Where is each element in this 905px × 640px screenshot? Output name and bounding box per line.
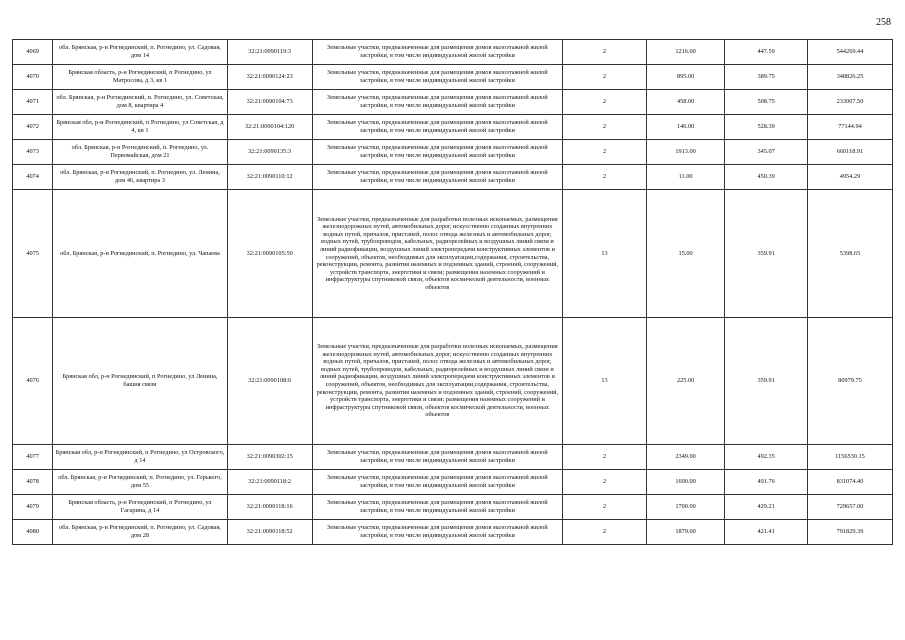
address-cell: Брянская область, р-н Рогнединский, п Рогнедино, ул Гагарина, д 14	[53, 495, 227, 520]
row-number: 4079	[13, 495, 53, 520]
land-use-cell: Земельные участки, предназначенные для размещения домов малоэтажной жилой застройки, в том числе индивидуальной жилой застройки	[312, 165, 562, 190]
cadastral-value-cell: 831074.40	[807, 470, 892, 495]
page-number: 258	[876, 17, 891, 28]
table-row	[13, 318, 893, 445]
land-use-cell: Земельные участки, предназначенные для разработки полезных ископаемых, размещения железнодорожных путей, автомобильных дорог, искусственно созданных внутренних водных путей, причалов, пристаней, полос отвода железных и автомобильных дорог, водных путей, трубопроводов, кабельных, радиорелейных и воздушных линий связи и линий радиофикации, воздушных линий электропередачи конструктивных элементов и сооружений, объектов, необходимых для эксплуатации,содержания, строительства, реконструкции, ремонта, развития наземных и подземных зданий, строений, сооружений, устройств транспорта, энергетики и связи; размещения наземных сооружений и инфраструктуры спутниковой связи, объектов космической деятельности, военных объектов	[312, 190, 562, 318]
area-cell: 11.00	[646, 165, 724, 190]
area-cell: 1913.00	[646, 140, 724, 165]
cadastral-number-cell: 32:21:0090118:2	[227, 470, 312, 495]
cadastral-value-cell: 5398.65	[807, 190, 892, 318]
table-row	[13, 40, 893, 65]
area-cell: 1216.00	[646, 40, 724, 65]
cadastral-number-cell: 32:21:0090302:15	[227, 445, 312, 470]
row-number: 4074	[13, 165, 53, 190]
land-use-cell: Земельные участки, предназначенные для размещения домов малоэтажной жилой застройки, в том числе индивидуальной жилой застройки	[312, 65, 562, 90]
cadastral-value-cell: 660118.91	[807, 140, 892, 165]
row-number: 4071	[13, 90, 53, 115]
area-cell: 895.00	[646, 65, 724, 90]
address-cell: Брянская обл, р-н Рогнединский, п Рогнедино, ул Ленина, башня связи	[53, 318, 227, 445]
table-row	[13, 470, 893, 495]
area-cell: 1700.00	[646, 495, 724, 520]
cadastral-value-cell: 791829.39	[807, 520, 892, 545]
use-category-cell: 2	[563, 140, 647, 165]
use-category-cell: 2	[563, 90, 647, 115]
address-cell: Брянская обл, р-н Рогнединский, п Рогнедино, ул Советская, д 4, кв 1	[53, 115, 227, 140]
specific-value-cell: 421.41	[725, 520, 808, 545]
row-number: 4080	[13, 520, 53, 545]
area-cell: 1690.00	[646, 470, 724, 495]
table-row	[13, 165, 893, 190]
cadastral-value-cell: 80979.75	[807, 318, 892, 445]
land-use-cell: Земельные участки, предназначенные для размещения домов малоэтажной жилой застройки, в том числе индивидуальной жилой застройки	[312, 115, 562, 140]
area-cell: 15.00	[646, 190, 724, 318]
row-number: 4072	[13, 115, 53, 140]
cadastral-number-cell: 32:21:0090105:50	[227, 190, 312, 318]
use-category-cell: 2	[563, 495, 647, 520]
row-number: 4070	[13, 65, 53, 90]
area-cell: 146.00	[646, 115, 724, 140]
cadastral-value-cell: 1156530.15	[807, 445, 892, 470]
specific-value-cell: 508.75	[725, 90, 808, 115]
cadastral-value-cell: 233007.50	[807, 90, 892, 115]
specific-value-cell: 491.76	[725, 470, 808, 495]
table-row	[13, 90, 893, 115]
row-number: 4078	[13, 470, 53, 495]
use-category-cell: 2	[563, 40, 647, 65]
use-category-cell: 2	[563, 445, 647, 470]
specific-value-cell: 447.59	[725, 40, 808, 65]
specific-value-cell: 450.39	[725, 165, 808, 190]
table-row	[13, 445, 893, 470]
cadastral-number-cell: 32:21:0090124:23	[227, 65, 312, 90]
land-use-cell: Земельные участки, предназначенные для размещения домов малоэтажной жилой застройки, в том числе индивидуальной жилой застройки	[312, 40, 562, 65]
row-number: 4076	[13, 318, 53, 445]
cadastral-number-cell: 32:21:0090135:3	[227, 140, 312, 165]
land-use-cell: Земельные участки, предназначенные для разработки полезных ископаемых, размещения железнодорожных путей, автомобильных дорог, искусственно созданных внутренних водных путей, причалов, пристаней, полос отвода железных и автомобильных дорог, водных путей, трубопроводов, кабельных, радиорелейных и воздушных линий связи и линий радиофикации, воздушных линий электропередачи конструктивных элементов и сооружений, объектов, необходимых для эксплуатации,содержания, строительства, реконструкции, ремонта, развития наземных и подземных зданий, строений, сооружений, устройств транспорта, энергетики и связи; размещения наземных сооружений и инфраструктуры спутниковой связи, объектов космической деятельности, военных объектов	[312, 318, 562, 445]
address-cell: обл. Брянская, р-н Рогнединский, п. Рогнедино, ул. Садовая, дом 28	[53, 520, 227, 545]
use-category-cell: 2	[563, 65, 647, 90]
address-cell: Брянская обл, р-н Рогнединский, п Рогнедино, ул Островского, д 14	[53, 445, 227, 470]
specific-value-cell: 429.21	[725, 495, 808, 520]
use-category-cell: 2	[563, 165, 647, 190]
area-cell: 458.00	[646, 90, 724, 115]
cadastral-value-cell: 729657.00	[807, 495, 892, 520]
address-cell: обл. Брянская, р-н Рогнединский, п. Рогнедино, ул. Чапаева	[53, 190, 227, 318]
cadastral-number-cell: 32:21:0090118:16	[227, 495, 312, 520]
table-row	[13, 520, 893, 545]
area-cell: 1879.00	[646, 520, 724, 545]
use-category-cell: 2	[563, 470, 647, 495]
row-number: 4069	[13, 40, 53, 65]
cadastral-value-cell: 348826.25	[807, 65, 892, 90]
table-row	[13, 65, 893, 90]
use-category-cell: 2	[563, 520, 647, 545]
use-category-cell: 2	[563, 115, 647, 140]
address-cell: обл. Брянская, р-н Рогнединский, п. Рогнедино, ул. Садовая, дом 14	[53, 40, 227, 65]
cadastral-number-cell: 32:21:0090119:3	[227, 40, 312, 65]
land-registry-table	[12, 39, 893, 545]
specific-value-cell: 345.07	[725, 140, 808, 165]
use-category-cell: 13	[563, 318, 647, 445]
cadastral-number-cell: 32:21:0090104:120	[227, 115, 312, 140]
table-row	[13, 115, 893, 140]
specific-value-cell: 359.91	[725, 190, 808, 318]
cadastral-value-cell: 544269.44	[807, 40, 892, 65]
cadastral-number-cell: 32:21:0090110:12	[227, 165, 312, 190]
land-use-cell: Земельные участки, предназначенные для размещения домов малоэтажной жилой застройки, в том числе индивидуальной жилой застройки	[312, 90, 562, 115]
use-category-cell: 13	[563, 190, 647, 318]
row-number: 4073	[13, 140, 53, 165]
land-use-cell: Земельные участки, предназначенные для размещения домов малоэтажной жилой застройки, в том числе индивидуальной жилой застройки	[312, 520, 562, 545]
table-row	[13, 140, 893, 165]
specific-value-cell: 492.35	[725, 445, 808, 470]
address-cell: обл. Брянская, р-н Рогнединский, п. Рогнедино, ул. Ленина, дом 46, квартира 3	[53, 165, 227, 190]
table-row	[13, 190, 893, 318]
row-number: 4075	[13, 190, 53, 318]
address-cell: Брянская область, р-н Рогнединский, п Рогнедино, ул Матросова, д 3, кв 1	[53, 65, 227, 90]
cadastral-number-cell: 32:21:0090108:6	[227, 318, 312, 445]
area-cell: 2349.00	[646, 445, 724, 470]
specific-value-cell: 389.75	[725, 65, 808, 90]
land-use-cell: Земельные участки, предназначенные для размещения домов малоэтажной жилой застройки, в том числе индивидуальной жилой застройки	[312, 495, 562, 520]
cadastral-value-cell: 77144.94	[807, 115, 892, 140]
table-row	[13, 495, 893, 520]
address-cell: обл. Брянская, р-н Рогнединский, п. Рогнедино, ул. Советская, дом 8, квартира 4	[53, 90, 227, 115]
land-use-cell: Земельные участки, предназначенные для размещения домов малоэтажной жилой застройки, в том числе индивидуальной жилой застройки	[312, 470, 562, 495]
specific-value-cell: 528.39	[725, 115, 808, 140]
cadastral-number-cell: 32:21:0090104:73	[227, 90, 312, 115]
area-cell: 225.00	[646, 318, 724, 445]
specific-value-cell: 359.91	[725, 318, 808, 445]
land-use-cell: Земельные участки, предназначенные для размещения домов малоэтажной жилой застройки, в том числе индивидуальной жилой застройки	[312, 445, 562, 470]
cadastral-number-cell: 32:21:0090118:52	[227, 520, 312, 545]
address-cell: обл. Брянская, р-н Рогнединский, п. Рогнедино, ул. Первомайская, дом 21	[53, 140, 227, 165]
cadastral-value-cell: 4954.29	[807, 165, 892, 190]
address-cell: обл. Брянская, р-н Рогнединский, п. Рогнедино, ул. Горького, дом 55	[53, 470, 227, 495]
row-number: 4077	[13, 445, 53, 470]
land-use-cell: Земельные участки, предназначенные для размещения домов малоэтажной жилой застройки, в том числе индивидуальной жилой застройки	[312, 140, 562, 165]
